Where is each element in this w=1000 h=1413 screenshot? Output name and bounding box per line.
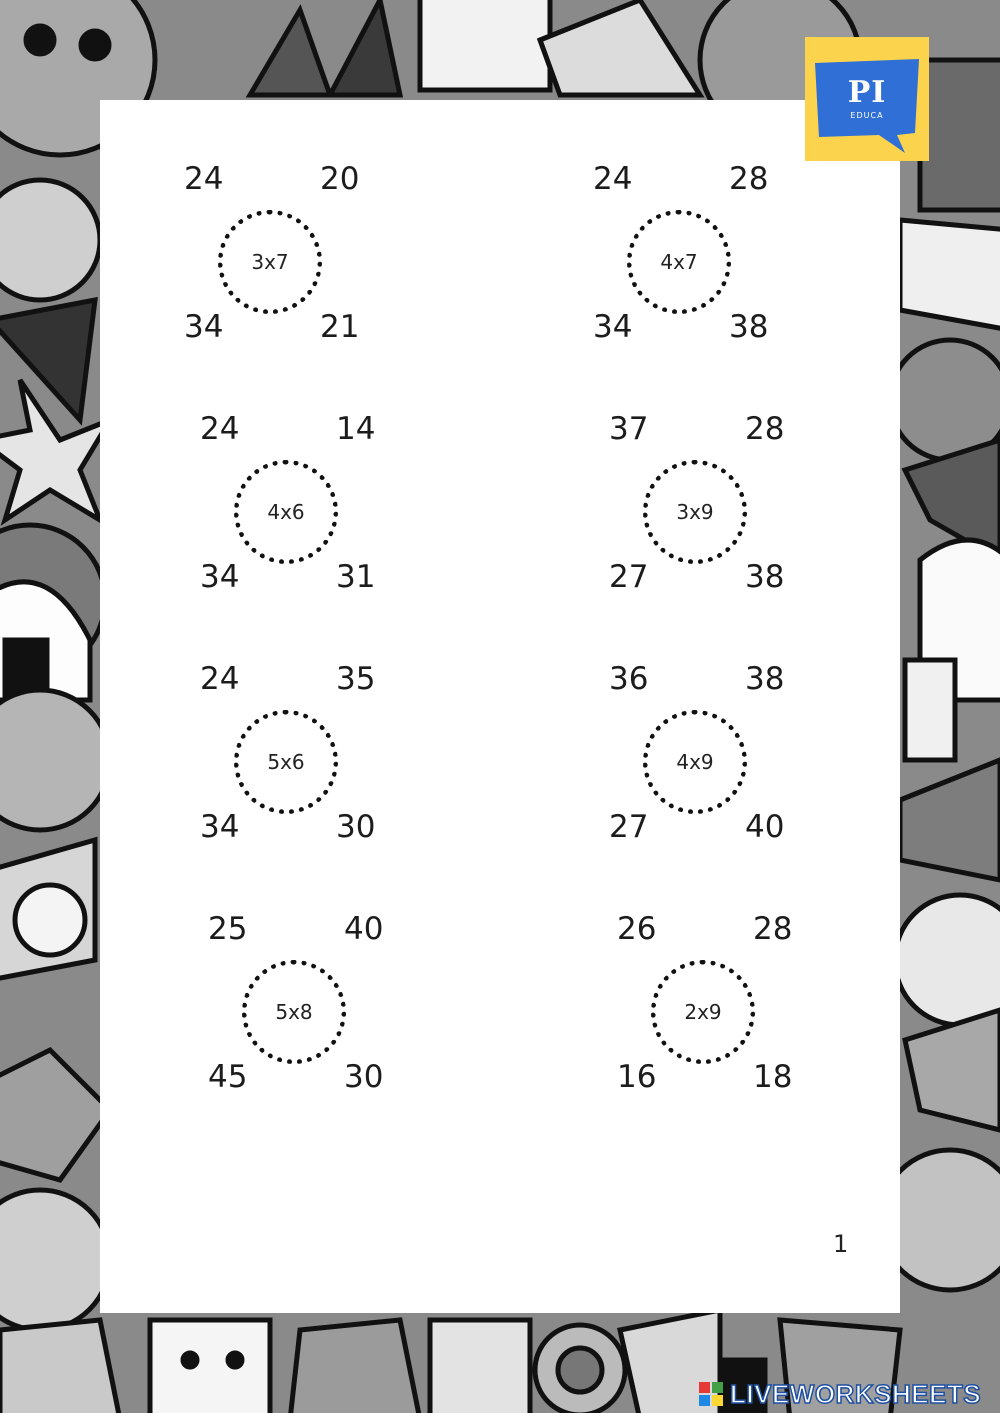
answer-option[interactable]: 30 (336, 809, 376, 845)
problem-2x9 (613, 912, 853, 1112)
answer-option[interactable]: 28 (753, 911, 793, 947)
answer-option[interactable]: 40 (344, 911, 384, 947)
page-number: 1 (833, 1230, 849, 1258)
answer-option[interactable]: 27 (609, 559, 649, 595)
answer-option[interactable]: 31 (336, 559, 376, 595)
answer-option[interactable]: 18 (753, 1059, 793, 1095)
expression-circle (234, 460, 338, 564)
problem-5x8 (204, 912, 444, 1112)
worksheet-page (100, 100, 900, 1313)
problem-3x9 (605, 412, 845, 612)
expression-label: 4x9 (676, 750, 714, 774)
answer-option[interactable]: 34 (593, 309, 633, 345)
expression-circle (218, 210, 322, 314)
problem-5x6 (196, 662, 436, 862)
expression-circle (643, 460, 747, 564)
answer-option[interactable]: 34 (184, 309, 224, 345)
problem-4x7 (589, 162, 829, 362)
liveworksheets-logo-icon (698, 1381, 724, 1407)
expression-label: 4x6 (267, 500, 305, 524)
logo-sub-text: EDUCA (850, 111, 884, 120)
answer-option[interactable]: 25 (208, 911, 248, 947)
answer-option[interactable]: 24 (184, 161, 224, 197)
expression-label: 5x6 (267, 750, 305, 774)
answer-option[interactable]: 14 (336, 411, 376, 447)
answer-option[interactable]: 24 (200, 661, 240, 697)
expression-circle (643, 710, 747, 814)
answer-option[interactable]: 28 (729, 161, 769, 197)
answer-option[interactable]: 34 (200, 809, 240, 845)
expression-label: 4x7 (660, 250, 698, 274)
watermark-text: LIVEWORKSHEETS (730, 1378, 982, 1409)
expression-circle (651, 960, 755, 1064)
answer-option[interactable]: 20 (320, 161, 360, 197)
answer-option[interactable]: 38 (745, 559, 785, 595)
answer-option[interactable]: 34 (200, 559, 240, 595)
answer-option[interactable]: 27 (609, 809, 649, 845)
answer-option[interactable]: 30 (344, 1059, 384, 1095)
answer-option[interactable]: 40 (745, 809, 785, 845)
answer-option[interactable]: 37 (609, 411, 649, 447)
answer-option[interactable]: 38 (729, 309, 769, 345)
problem-3x7 (180, 162, 420, 362)
answer-option[interactable]: 38 (745, 661, 785, 697)
answer-option[interactable]: 45 (208, 1059, 248, 1095)
expression-label: 3x7 (251, 250, 289, 274)
answer-option[interactable]: 26 (617, 911, 657, 947)
liveworksheets-watermark (698, 1378, 981, 1410)
answer-option[interactable]: 24 (593, 161, 633, 197)
expression-circle (242, 960, 346, 1064)
expression-label: 3x9 (676, 500, 714, 524)
problem-4x9 (605, 662, 845, 862)
answer-option[interactable]: 16 (617, 1059, 657, 1095)
expression-circle (234, 710, 338, 814)
problem-4x6 (196, 412, 436, 612)
answer-option[interactable]: 28 (745, 411, 785, 447)
pi-educa-logo (805, 37, 929, 161)
expression-label: 2x9 (684, 1000, 722, 1024)
answer-option[interactable]: 36 (609, 661, 649, 697)
expression-label: 5x8 (275, 1000, 313, 1024)
answer-option[interactable]: 35 (336, 661, 376, 697)
expression-circle (627, 210, 731, 314)
answer-option[interactable]: 24 (200, 411, 240, 447)
answer-option[interactable]: 21 (320, 309, 360, 345)
logo-main-text: PI (847, 75, 887, 110)
